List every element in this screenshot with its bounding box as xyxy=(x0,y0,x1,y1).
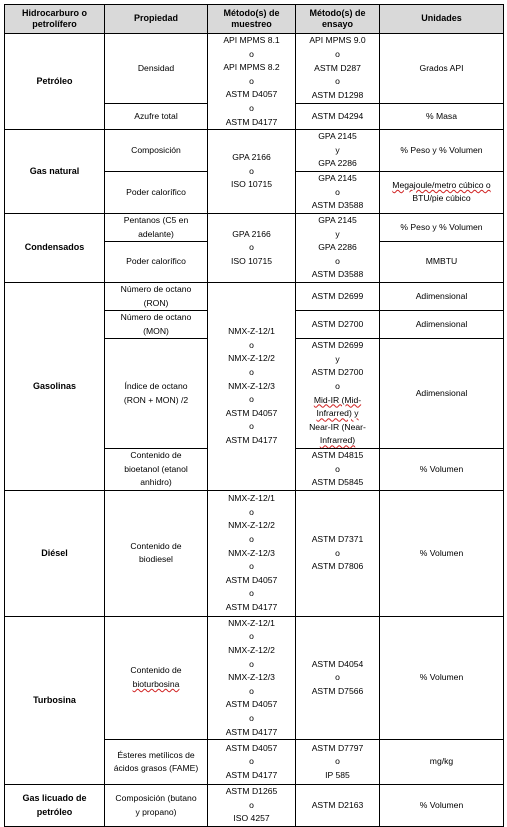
unit-cell: Adimensional xyxy=(380,282,504,310)
table-row xyxy=(5,616,504,739)
property-cell: Poder calorífico xyxy=(105,171,208,213)
unit-cell: Adimensional xyxy=(380,339,504,449)
unit-cell: % Volumen xyxy=(380,449,504,491)
unit-cell: mg/kg xyxy=(380,740,504,785)
test-method-cell: ASTM D2700 xyxy=(296,311,380,339)
unit-cell: % Peso y % Volumen xyxy=(380,213,504,242)
specifications-table xyxy=(4,4,504,827)
test-method-cell: ASTM D4815 o ASTM D5845 xyxy=(296,449,380,491)
header-hydrocarbon: Hidrocarburo o petrolífero xyxy=(5,5,105,34)
test-method-cell: GPA 2145 y GPA 2286 o ASTM D3588 xyxy=(296,213,380,282)
hydrocarbon-turbosina: Turbosina xyxy=(5,616,105,784)
unit-cell: % Volumen xyxy=(380,616,504,739)
test-method-cell: GPA 2145 y GPA 2286 xyxy=(296,130,380,172)
property-cell: Contenido de bioetanol (etanol anhidro) xyxy=(105,449,208,491)
unit-cell: Adimensional xyxy=(380,311,504,339)
test-method-cell: ASTM D2163 xyxy=(296,785,380,827)
hydrocarbon-petroleo: Petróleo xyxy=(5,34,105,130)
sampling-cell: NMX-Z-12/1 o NMX-Z-12/2 o NMX-Z-12/3 o ASTM D4057 o ASTM D4177 xyxy=(208,282,296,490)
property-cell: Pentanos (C5 en adelante) xyxy=(105,213,208,242)
unit-cell: MMBTU xyxy=(380,242,504,282)
property-cell: Contenido de bioturbosina xyxy=(105,616,208,739)
property-cell: Número de octano (MON) xyxy=(105,311,208,339)
test-method-cell: GPA 2145 o ASTM D3588 xyxy=(296,171,380,213)
test-method-cell: ASTM D7371 o ASTM D7806 xyxy=(296,490,380,616)
test-method-cell: ASTM D4294 xyxy=(296,103,380,129)
unit-cell: % Peso y % Volumen xyxy=(380,130,504,172)
hydrocarbon-condensados: Condensados xyxy=(5,213,105,282)
header-property: Propiedad xyxy=(105,5,208,34)
table-row xyxy=(5,34,504,104)
header-units: Unidades xyxy=(380,5,504,34)
sampling-cell: ASTM D1265 o ISO 4257 xyxy=(208,785,296,827)
sampling-cell: API MPMS 8.1 o API MPMS 8.2 o ASTM D4057 o ASTM D4177 xyxy=(208,34,296,130)
unit-cell: % Volumen xyxy=(380,490,504,616)
unit-cell: % Volumen xyxy=(380,785,504,827)
sampling-cell: GPA 2166 o ISO 10715 xyxy=(208,213,296,282)
hydrocarbon-glp: Gas licuado de petróleo xyxy=(5,785,105,827)
table-row xyxy=(5,785,504,827)
unit-cell: Megajoule/metro cúbico o BTU/pie cúbico xyxy=(380,171,504,213)
header-row xyxy=(5,5,504,34)
hydrocarbon-diesel: Diésel xyxy=(5,490,105,616)
property-cell: Número de octano (RON) xyxy=(105,282,208,310)
table-row xyxy=(5,282,504,310)
sampling-cell: NMX-Z-12/1 o NMX-Z-12/2 o NMX-Z-12/3 o ASTM D4057 o ASTM D4177 xyxy=(208,616,296,739)
property-cell: Composición xyxy=(105,130,208,172)
test-method-cell: ASTM D2699 y ASTM D2700 o Mid-IR (Mid- Infrarred) y Near-IR (Near- Infrarred) xyxy=(296,339,380,449)
property-cell: Índice de octano (RON + MON) /2 xyxy=(105,339,208,449)
property-cell: Azufre total xyxy=(105,103,208,129)
test-method-cell: ASTM D4054 o ASTM D7566 xyxy=(296,616,380,739)
test-method-cell: ASTM D7797 o IP 585 xyxy=(296,740,380,785)
property-cell: Contenido de biodiesel xyxy=(105,490,208,616)
hydrocarbon-gas-natural: Gas natural xyxy=(5,130,105,214)
property-cell: Densidad xyxy=(105,34,208,104)
table-row xyxy=(5,490,504,616)
test-method-cell: ASTM D2699 xyxy=(296,282,380,310)
header-test-methods: Método(s) de ensayo xyxy=(296,5,380,34)
header-sampling-methods: Método(s) de muestreo xyxy=(208,5,296,34)
table-row xyxy=(5,130,504,172)
sampling-cell: GPA 2166 o ISO 10715 xyxy=(208,130,296,214)
hydrocarbon-gasolinas: Gasolinas xyxy=(5,282,105,490)
property-cell: Poder calorífico xyxy=(105,242,208,282)
property-cell: Ésteres metílicos de ácidos grasos (FAME) xyxy=(105,740,208,785)
test-method-cell: API MPMS 9.0 o ASTM D287 o ASTM D1298 xyxy=(296,34,380,104)
table-row xyxy=(5,213,504,242)
property-cell: Composición (butano y propano) xyxy=(105,785,208,827)
unit-cell: % Masa xyxy=(380,103,504,129)
unit-cell: Grados API xyxy=(380,34,504,104)
sampling-cell: ASTM D4057 o ASTM D4177 xyxy=(208,740,296,785)
sampling-cell: NMX-Z-12/1 o NMX-Z-12/2 o NMX-Z-12/3 o ASTM D4057 o ASTM D4177 xyxy=(208,490,296,616)
